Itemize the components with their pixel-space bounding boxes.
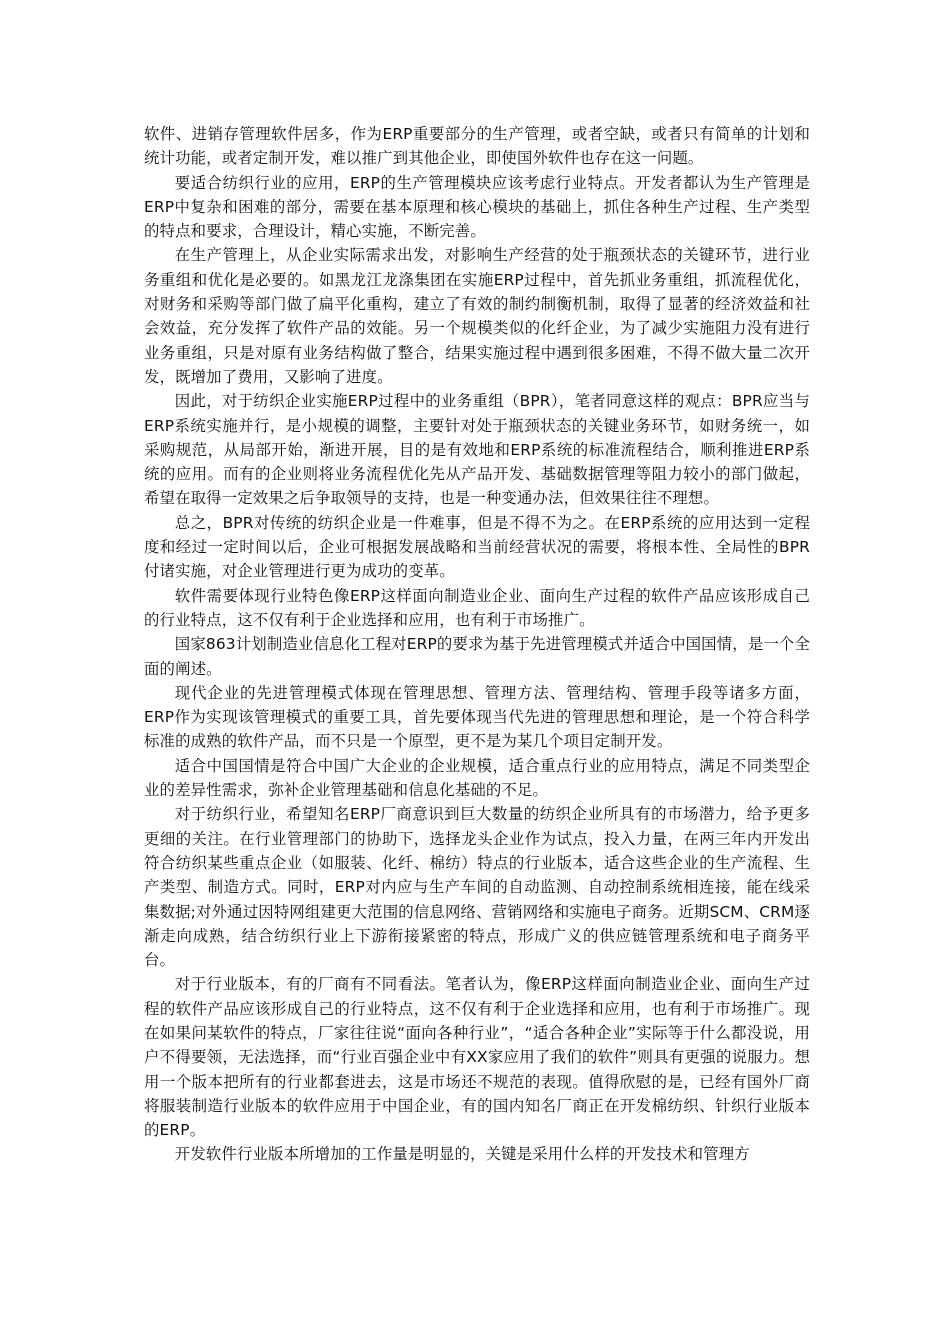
paragraph: 开发软件行业版本所增加的工作量是明显的，关键是采用什么样的开发技术和管理方 [174,1145,750,1164]
paragraph: 适合中国国情是符合中国广大企业的企业规模，适合重点行业的应用特点，满足不同类型企业的差异性需求，弥补企业管理基础和信息化基础的不足。 [144,756,810,800]
paragraph: 因此，对于纺织企业实施ERP过程中的业务重组（BPR），笔者同意这样的观点：BPR应当与ERP系统实施并行，是小规模的调整，主要针对处于瓶颈状态的关键业务环节，如财务统一，如采购规范，从局部开始，渐进开展，目的是有效地和ERP系统的标准流程结合，顺利推进ERP系统的应用。而有的企业则将业务流程优化先从产品开发、基础数据管理等阻力较小的部门做起，希望在取得一定效果之后争取领导的支持，也是一种变通办法，但效果往往不理想。 [144,392,810,508]
paragraph: 软件需要体现行业特色像ERP这样面向制造业企业、面向生产过程的软件产品应该形成自己的行业特点，这不仅有利于企业选择和应用，也有利于市场推广。 [144,586,810,629]
paragraph: 软件、进销存管理软件居多，作为ERP重要部分的生产管理，或者空缺，或者只有简单的计划和统计功能，或者定制开发，难以推广到其他企业，即使国外软件也存在这一问题。 [144,125,810,168]
paragraph: 现代企业的先进管理模式体现在管理思想、管理方法、管理结构、管理手段等诸多方面，ERP作为实现该管理模式的重要工具，首先要体现当代先进的管理思想和理论，是一个符合科学标准的成熟的软件产品，而不只是一个原型，更不是为某几个项目定制开发。 [144,683,810,751]
document-page [144,122,810,1167]
paragraph: 对于纺织行业，希望知名ERP厂商意识到巨大数量的纺织企业所具有的市场潜力，给予更多更细的关注。在行业管理部门的协助下，选择龙头企业作为试点，投入力量，在两三年内开发出符合纺织某些重点企业（如服装、化纤、棉纺）特点的行业版本，适合这些企业的生产流程、生产类型、制造方式。同时，ERP对内应与生产车间的自动监测、自动控制系统相连接，能在线采集数据;对外通过因特网组建更大范围的信息网络、营销网络和实施电子商务。近期SCM、CRM逐渐走向成熟，结合纺织行业上下游衔接紧密的特点，形成广义的供应链管理系统和电子商务平台。 [144,805,810,970]
paragraph: 在生产管理上，从企业实际需求出发，对影响生产经营的处于瓶颈状态的关键环节，进行业务重组和优化是必要的。如黑龙江龙涤集团在实施ERP过程中，首先抓业务重组，抓流程优化，对财务和采购等部门做了扁平化重构，建立了有效的制约制衡机制，取得了显著的经济效益和社会效益，充分发挥了软件产品的效能。另一个规模类似的化纤企业，为了减少实施阻力没有进行业务重组，只是对原有业务结构做了整合，结果实施过程中遇到很多困难，不得不做大量二次开发，既增加了费用，又影响了进度。 [144,246,810,386]
paragraph: 对于行业版本，有的厂商有不同看法。笔者认为，像ERP这样面向制造业企业、面向生产过程的软件产品应该形成自己的行业特点，这不仅有利于企业选择和应用，也有利于市场推广。现在如果问某软件的特点，厂家往往说“面向各种行业”，“适合各种企业”实际等于什么都没说，用户不得要领，无法选择，而“行业百强企业中有XX家应用了我们的软件”则具有更强的说服力。想用一个版本把所有的行业都套进去，这是市场还不规范的表现。值得欣慰的是，已经有国外厂商将服装制造行业版本的软件应用于中国企业，有的国内知名厂商正在开发棉纺织、针织行业版本的ERP。 [144,975,810,1140]
paragraph: 国家863计划制造业信息化工程对ERP的要求为基于先进管理模式并适合中国国情，是一个全面的阐述。 [144,635,810,678]
paragraph: 要适合纺织行业的应用，ERP的生产管理模块应该考虑行业特点。开发者都认为生产管理是ERP中复杂和困难的部分，需要在基本原理和核心模块的基础上，抓住各种生产过程、生产类型的特点和要求，合理设计，精心实施，不断完善。 [144,173,810,241]
paragraph: 总之，BPR对传统的纺织企业是一件难事，但是不得不为之。在ERP系统的应用达到一定程度和经过一定时间以后，企业可根据发展战略和当前经营状况的需要，将根本性、全局性的BPR付诸实施，对企业管理进行更为成功的变革。 [144,513,810,581]
